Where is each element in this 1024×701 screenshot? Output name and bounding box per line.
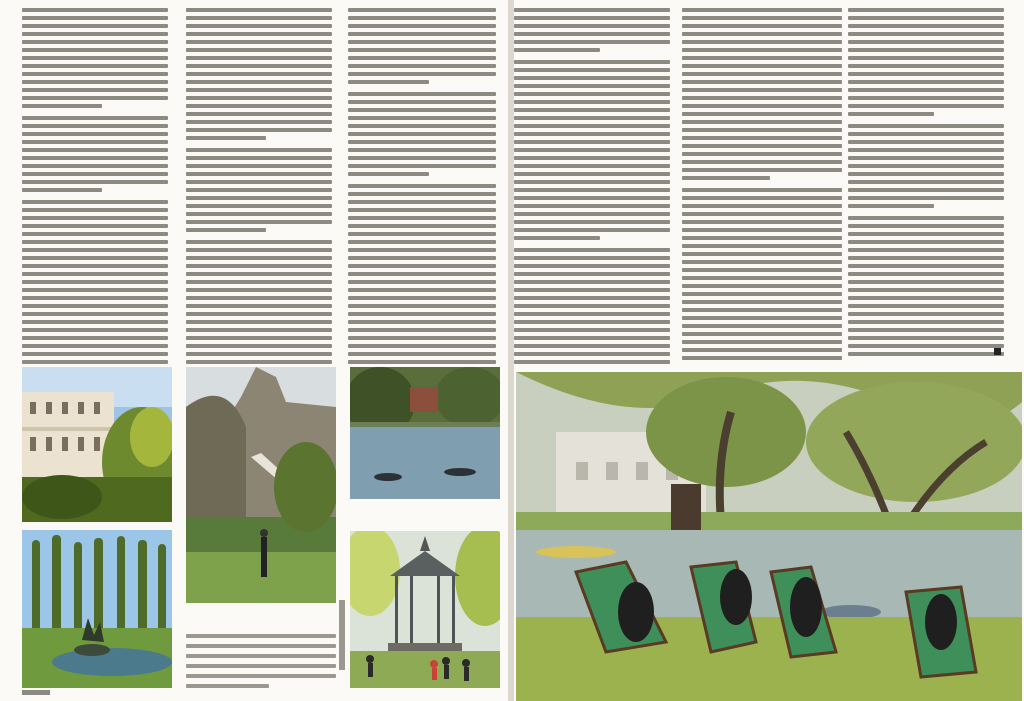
text-line [186,352,332,356]
text-line [348,344,496,348]
text-line [682,8,842,12]
text-line [514,180,670,184]
text-line [682,356,842,360]
text-line [186,64,332,68]
text-line [22,360,168,364]
caption-line [186,684,269,688]
text-line [848,216,1004,220]
text-line [348,172,429,176]
text-line [186,56,332,60]
text-line [848,40,1004,44]
text-line [348,184,496,188]
text-line [22,132,168,136]
text-line [22,172,168,176]
text-line [186,164,332,168]
text-line [22,180,168,184]
text-line [514,236,600,240]
text-line [186,212,332,216]
text-line [682,96,842,100]
text-line [348,192,496,196]
photo-terrace-facade [22,367,172,522]
text-line [514,8,670,12]
text-line [22,272,168,276]
text-line [22,116,168,120]
text-line [514,156,670,160]
text-line [682,128,842,132]
text-line [514,148,670,152]
text-line [22,256,168,260]
text-line [514,228,670,232]
text-line [848,280,1004,284]
text-line [682,228,842,232]
text-line [186,24,332,28]
text-line [186,104,332,108]
text-line [22,96,168,100]
text-line [186,48,332,52]
text-line [22,140,168,144]
text-line [514,24,670,28]
text-line [848,288,1004,292]
text-line [514,92,670,96]
text-line [186,296,332,300]
text-line [186,16,332,20]
text-line [848,328,1004,332]
text-line [348,116,496,120]
text-line [848,140,1004,144]
text-line [22,296,168,300]
text-line [348,336,496,340]
text-line [682,260,842,264]
text-line [186,128,332,132]
text-line [186,8,332,12]
text-line [514,352,670,356]
end-of-article-mark [994,348,1001,355]
text-line [848,344,1004,348]
text-line [514,16,670,20]
text-line [186,272,332,276]
text-line [348,216,496,220]
text-line [22,148,168,152]
text-line [848,24,1004,28]
text-line [848,272,1004,276]
text-line [348,124,496,128]
text-line [682,340,842,344]
text-line [848,124,1004,128]
caption-line [186,654,336,658]
text-line [186,264,332,268]
text-line [186,32,332,36]
photo-lake-deckchairs [516,372,1022,701]
text-line [682,276,842,280]
text-line [682,348,842,352]
text-line [514,304,670,308]
text-line [848,264,1004,268]
text-line [186,40,332,44]
text-line [848,248,1004,252]
text-line [348,288,496,292]
text-column-4 [514,8,670,368]
text-line [348,132,496,136]
text-line [22,312,168,316]
text-line [514,172,670,176]
text-line [22,288,168,292]
text-line [348,304,496,308]
text-line [848,88,1004,92]
text-line [514,32,670,36]
text-line [186,288,332,292]
text-line [682,300,842,304]
text-line [186,240,332,244]
text-line [348,140,496,144]
text-line [514,360,670,364]
text-line [682,24,842,28]
caption-line [186,674,336,678]
text-line [848,148,1004,152]
text-line [22,208,168,212]
text-line [348,148,496,152]
text-line [848,156,1004,160]
text-line [848,304,1004,308]
text-line [348,100,496,104]
text-line [514,76,670,80]
text-line [186,136,266,140]
text-line [514,108,670,112]
text-line [348,108,496,112]
text-line [22,200,168,204]
text-line [22,304,168,308]
text-line [682,144,842,148]
text-column-6 [848,8,1004,360]
text-line [348,16,496,20]
text-line [682,120,842,124]
text-line [22,64,168,68]
text-line [348,240,496,244]
text-line [186,336,332,340]
text-line [348,264,496,268]
text-line [348,8,496,12]
text-line [682,16,842,20]
text-line [682,324,842,328]
text-line [186,72,332,76]
text-line [682,104,842,108]
text-line [682,196,842,200]
text-line [514,204,670,208]
text-line [848,336,1004,340]
text-line [186,196,332,200]
caption-line [186,644,336,648]
text-line [348,280,496,284]
text-line [514,164,670,168]
text-line [22,104,102,108]
text-line [22,216,168,220]
text-line [22,124,168,128]
text-line [348,248,496,252]
text-line [514,320,670,324]
text-line [682,112,842,116]
text-line [514,212,670,216]
text-line [186,88,332,92]
text-column-1 [22,8,168,368]
text-line [682,32,842,36]
text-line [514,116,670,120]
text-line [682,188,842,192]
text-line [682,48,842,52]
text-line [848,32,1004,36]
text-line [514,248,670,252]
text-line [682,268,842,272]
text-line [348,352,496,356]
text-line [348,208,496,212]
text-line [848,224,1004,228]
text-line [514,132,670,136]
text-line [848,104,1004,108]
text-line [348,328,496,332]
photo-castle-ruins [186,367,336,603]
text-line [848,172,1004,176]
text-line [848,16,1004,20]
text-line [682,168,842,172]
right-page [514,0,1024,701]
text-line [22,56,168,60]
text-line [186,304,332,308]
caption-line [186,664,336,668]
text-line [848,312,1004,316]
text-line [682,88,842,92]
text-line [186,320,332,324]
text-line [682,80,842,84]
text-line [348,312,496,316]
text-line [348,64,496,68]
text-line [848,256,1004,260]
text-line [848,352,1004,356]
text-line [848,80,1004,84]
text-line [22,280,168,284]
text-line [22,336,168,340]
text-line [22,16,168,20]
photo-caption [186,634,336,694]
text-line [514,140,670,144]
photo-credit [339,600,345,670]
text-line [514,272,670,276]
text-line [348,296,496,300]
text-line [348,232,496,236]
text-line [514,280,670,284]
text-line [22,188,102,192]
text-line [848,8,1004,12]
text-line [848,188,1004,192]
text-line [514,288,670,292]
text-line [186,248,332,252]
text-line [186,172,332,176]
text-line [848,132,1004,136]
text-column-5 [682,8,842,364]
text-line [514,196,670,200]
text-line [514,256,670,260]
text-line [848,232,1004,236]
text-line [514,312,670,316]
text-line [848,320,1004,324]
text-line [682,308,842,312]
text-line [682,220,842,224]
text-line [22,32,168,36]
text-line [682,316,842,320]
text-line [22,72,168,76]
text-line [682,332,842,336]
text-line [514,60,670,64]
text-line [682,212,842,216]
text-line [514,264,670,268]
text-column-3 [348,8,496,368]
text-line [848,240,1004,244]
text-line [514,344,670,348]
text-line [848,48,1004,52]
text-line [348,56,496,60]
text-line [22,40,168,44]
text-line [848,96,1004,100]
text-line [22,320,168,324]
text-line [186,220,332,224]
page-number [22,690,50,695]
text-line [514,336,670,340]
text-line [514,188,670,192]
text-line [186,280,332,284]
text-line [682,136,842,140]
text-column-2 [186,8,332,368]
text-line [186,156,332,160]
text-line [348,80,429,84]
text-line [22,156,168,160]
text-line [22,80,168,84]
text-line [682,56,842,60]
text-line [22,240,168,244]
left-page [0,0,508,701]
text-line [348,200,496,204]
text-line [348,40,496,44]
text-line [682,72,842,76]
text-line [186,148,332,152]
text-line [682,252,842,256]
text-line [348,24,496,28]
text-line [186,188,332,192]
text-line [186,180,332,184]
text-line [848,296,1004,300]
text-line [682,292,842,296]
text-line [514,124,670,128]
text-line [186,312,332,316]
text-line [186,204,332,208]
text-line [848,56,1004,60]
text-line [348,256,496,260]
text-line [848,164,1004,168]
text-line [514,68,670,72]
text-line [348,272,496,276]
text-line [682,64,842,68]
text-line [514,296,670,300]
text-line [186,112,332,116]
text-line [682,176,770,180]
text-line [22,48,168,52]
caption-line [186,634,336,638]
photo-bandstand [350,531,500,688]
text-line [682,152,842,156]
text-line [682,204,842,208]
text-line [22,224,168,228]
text-line [22,328,168,332]
text-line [186,328,332,332]
text-line [682,40,842,44]
text-line [848,112,934,116]
text-line [186,80,332,84]
text-line [348,92,496,96]
text-line [848,204,934,208]
text-line [348,164,496,168]
text-line [514,84,670,88]
photo-lake-rowing-boats [350,367,500,499]
text-line [186,96,332,100]
text-line [848,64,1004,68]
text-line [848,196,1004,200]
text-line [348,320,496,324]
text-line [22,232,168,236]
text-line [22,248,168,252]
text-line [682,160,842,164]
text-line [514,220,670,224]
text-line [22,8,168,12]
text-line [348,156,496,160]
text-line [514,100,670,104]
text-line [348,224,496,228]
text-line [186,228,266,232]
text-line [22,264,168,268]
text-line [22,344,168,348]
text-line [186,256,332,260]
text-line [514,328,670,332]
photo-fountain-poplars [22,530,172,688]
text-line [848,180,1004,184]
text-line [348,360,496,364]
text-line [22,88,168,92]
text-line [682,236,842,240]
text-line [186,344,332,348]
text-line [682,284,842,288]
text-line [348,32,496,36]
text-line [22,352,168,356]
text-line [514,40,670,44]
text-line [186,360,332,364]
text-line [848,72,1004,76]
text-line [514,48,600,52]
text-line [348,48,496,52]
text-line [682,244,842,248]
text-line [186,120,332,124]
text-line [22,24,168,28]
text-line [348,72,496,76]
text-line [22,164,168,168]
